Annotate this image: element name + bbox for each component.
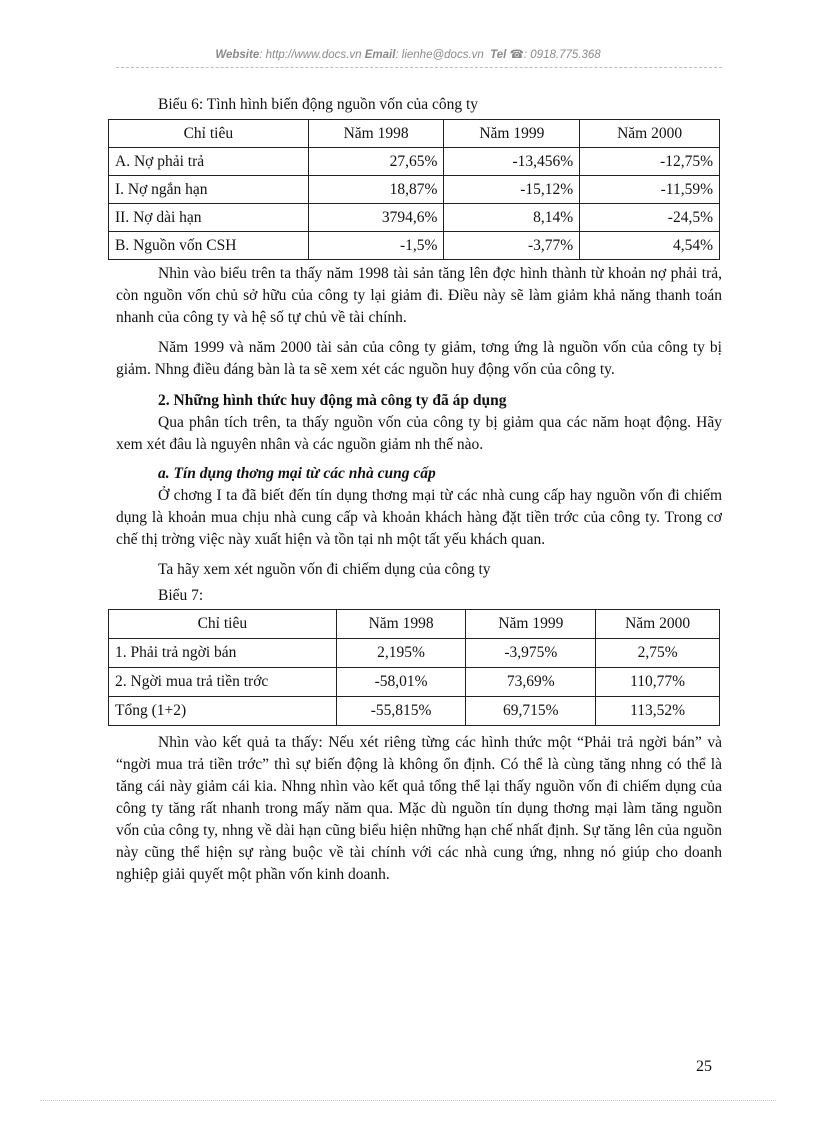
table-cell: 73,69% xyxy=(466,668,596,697)
table-cell: II. Nợ dài hạn xyxy=(109,204,309,232)
table-header-row xyxy=(109,610,720,639)
table-header-cell: Năm 1998 xyxy=(336,610,466,639)
table-header-cell: Chỉ tiêu xyxy=(109,120,309,148)
table-row xyxy=(109,148,720,176)
table-cell: -12,75% xyxy=(580,148,720,176)
table-cell: 2. Ngời mua trả tiền trớc xyxy=(109,668,337,697)
table-cell: 113,52% xyxy=(596,697,720,726)
paragraph: Năm 1999 và năm 2000 tài sản của công ty giảm, tơng ứng là nguồn vốn của công ty bị giảm. Nhng điều đáng bàn là ta sẽ xem xét các nguồn huy động vốn của công ty. xyxy=(116,339,722,378)
table-cell: 4,54% xyxy=(580,232,720,260)
email-label: Email xyxy=(364,49,396,61)
paragraph: Ta hãy xem xét nguồn vốn đi chiếm dụng của công ty xyxy=(158,561,491,578)
table-row xyxy=(109,697,720,726)
table-cell: 2,195% xyxy=(336,639,466,668)
table-cell: B. Nguồn vốn CSH xyxy=(109,232,309,260)
table-cell: 110,77% xyxy=(596,668,720,697)
table-cell: -15,12% xyxy=(444,176,580,204)
table-cell: 8,14% xyxy=(444,204,580,232)
table-cell: -55,815% xyxy=(336,697,466,726)
table-cell: Tổng (1+2) xyxy=(109,697,337,726)
section-heading: 2. Những hình thức huy động mà công ty đã áp dụng xyxy=(158,392,507,409)
table-row xyxy=(109,204,720,232)
table-row xyxy=(109,176,720,204)
tel-value: : 0918.775.368 xyxy=(523,49,601,61)
table-cell: 1. Phải trả ngời bán xyxy=(109,639,337,668)
table-cell: 27,65% xyxy=(308,148,444,176)
table-cell: -24,5% xyxy=(580,204,720,232)
table-header-cell: Năm 2000 xyxy=(580,120,720,148)
table-cell: -3,77% xyxy=(444,232,580,260)
table-header-cell: Năm 1998 xyxy=(308,120,444,148)
subsection-heading: a. Tín dụng thơng mại từ các nhà cung cấp xyxy=(158,465,436,482)
footer-divider xyxy=(40,1100,776,1101)
page-number: 25 xyxy=(696,1058,712,1075)
paragraph: Qua phân tích trên, ta thấy nguồn vốn của công ty bị giảm qua các năm hoạt động. Hãy xem xét đâu là nguyên nhân và các nguồn giảm nh thế nào. xyxy=(116,414,722,453)
page-content xyxy=(116,94,722,886)
header-divider xyxy=(116,67,722,68)
website-value: : http://www.docs.vn xyxy=(259,49,362,61)
paragraph: Ở chơng I ta đã biết đến tín dụng thơng mại từ các nhà cung cấp hay nguồn vốn đi chiếm dụng là khoản mua chịu nhà cung cấp và khoản khách hàng đặt tiền trớc của công ty. Trong cơ chế thị trờng việc này xuất hiện và tồn tại nh một tất yếu khách quan. xyxy=(116,487,722,548)
table2-caption: Biểu 7: xyxy=(158,587,204,604)
table-header-cell: Năm 2000 xyxy=(596,610,720,639)
paragraph: Nhìn vào kết quả ta thấy: Nếu xét riêng từng các hình thức một “Phải trả ngời bán” và “ngời mua trả tiền trớc” thì sự biến động là không ổn định. Có thể là cùng tăng nhng có thể là tăng cái này giảm cái kia. Nhng nhìn vào kết quả tổng thể lại thấy nguồn vốn đi chiếm dụng của công ty tăng rất nhanh trong mấy năm qua. Mặc dù nguồn tín dụng thơng mại làm tăng nguồn vốn của công ty, nhng về dài hạn cũng biểu hiện những hạn chế nhất định. Sự tăng lên của nguồn này cũng thể hiện sự ràng buộc về tài chính với các nhà cung ứng, nhng nó giúp cho doanh nghiệp giải quyết một phần vốn kinh doanh. xyxy=(116,734,722,883)
table-row xyxy=(109,639,720,668)
page-header xyxy=(0,47,816,61)
table-cell: -13,456% xyxy=(444,148,580,176)
phone-icon: ☎ xyxy=(509,49,524,61)
table-cell: 3794,6% xyxy=(308,204,444,232)
table-cell: 2,75% xyxy=(596,639,720,668)
table-header-cell: Chỉ tiêu xyxy=(109,610,337,639)
appropriated-capital-table xyxy=(108,609,720,726)
table-cell: -11,59% xyxy=(580,176,720,204)
table-cell: A. Nợ phải trả xyxy=(109,148,309,176)
tel-label: Tel xyxy=(490,49,507,61)
email-value: : lienhe@docs.vn xyxy=(395,49,484,61)
capital-change-table xyxy=(108,119,720,260)
table-row xyxy=(109,668,720,697)
table-cell: -1,5% xyxy=(308,232,444,260)
table-cell: 69,715% xyxy=(466,697,596,726)
table-cell: 18,87% xyxy=(308,176,444,204)
table-cell: -3,975% xyxy=(466,639,596,668)
table-header-cell: Năm 1999 xyxy=(466,610,596,639)
table-header-row xyxy=(109,120,720,148)
table-row xyxy=(109,232,720,260)
paragraph: Nhìn vào biểu trên ta thấy năm 1998 tài sản tăng lên đợc hình thành từ khoản nợ phải trả, còn nguồn vốn chủ sở hữu của công ty lại giảm đi. Điều này sẽ làm giảm khả năng thanh toán nhanh của công ty và hệ số tự chủ về tài chính. xyxy=(116,265,722,326)
table-header-cell: Năm 1999 xyxy=(444,120,580,148)
table-cell: I. Nợ ngắn hạn xyxy=(109,176,309,204)
table-cell: -58,01% xyxy=(336,668,466,697)
table1-caption: Biểu 6: Tình hình biến động nguồn vốn của công ty xyxy=(158,96,479,113)
website-label: Website xyxy=(215,49,260,61)
